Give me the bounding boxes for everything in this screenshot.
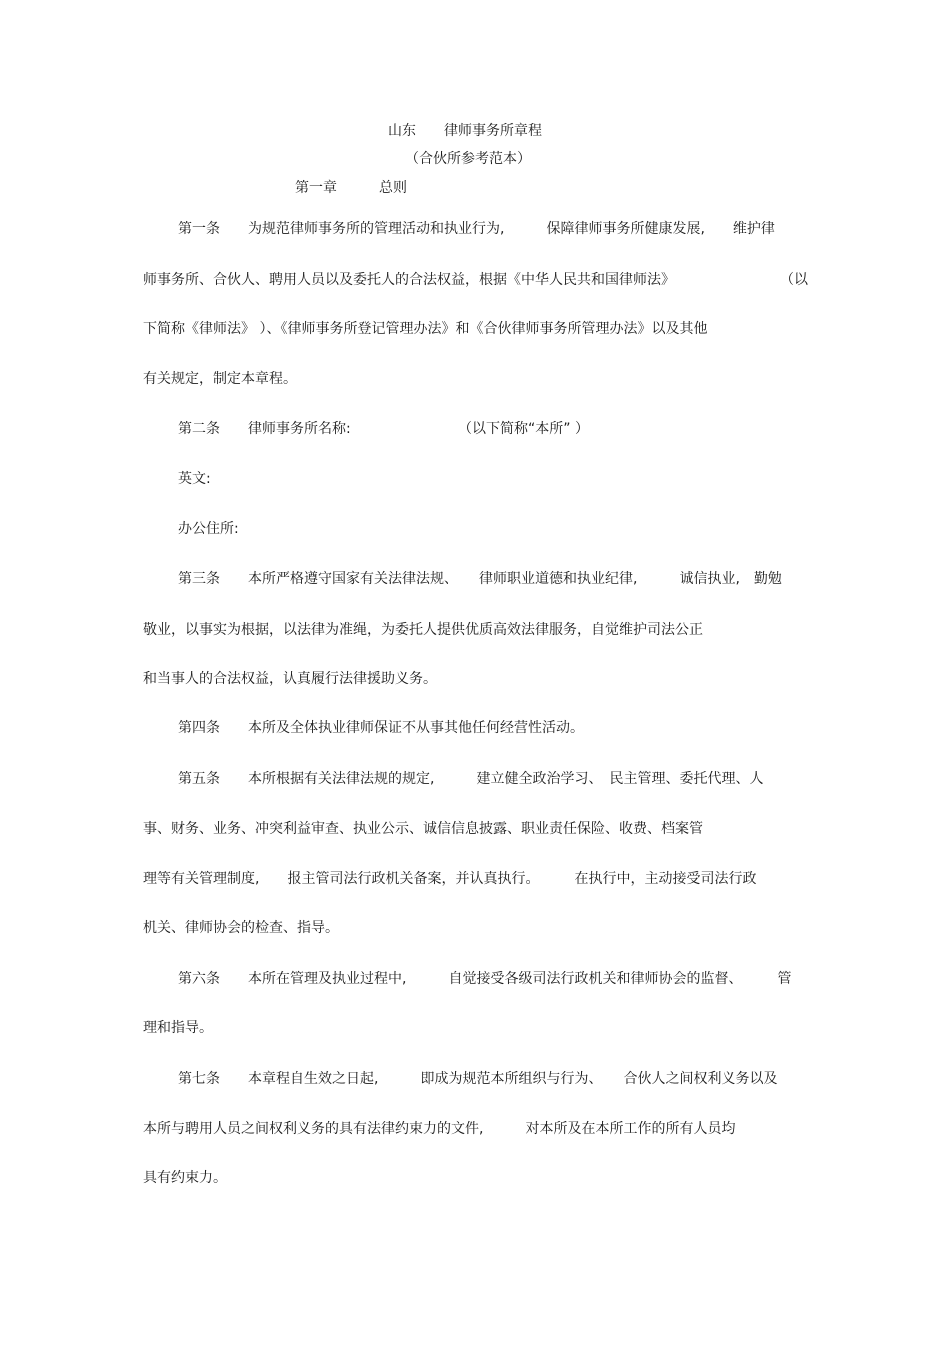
article-line: 第六条 本所在管理及执业过程中, 自觉接受各级司法行政机关和律师协会的监督、 管 [178,971,792,987]
article-line: （以下简称“本所” ） [458,421,589,437]
document-subtitle: （合伙所参考范本） [405,151,531,167]
article-line: 第一条 为规范律师事务所的管理活动和执业行为, 保障律师事务所健康发展, 维护律 [178,221,775,237]
article-line: （以 [780,272,808,288]
article-line: 有关规定，制定本章程。 [143,371,297,387]
article-line: 和当事人的合法权益，认真履行法律援助义务。 [143,671,437,687]
article-line: 第七条 本章程自生效之日起, 即成为规范本所组织与行为、 合伙人之间权利义务以及 [178,1071,778,1087]
article-line: 机关、律师协会的检查、指导。 [143,920,339,936]
article-line: 理和指导。 [143,1020,213,1036]
article-line: 理等有关管理制度, 报主管司法行政机关备案，并认真执行。 在执行中，主动接受司法行政 [143,871,757,887]
article-line: 下简称《律师法》 ）、《律师事务所登记管理办法》和《合伙律师事务所管理办法》以及其他 [143,321,708,337]
article-line: 英文: [178,471,211,487]
article-line: 第四条 本所及全体执业律师保证不从事其他任何经营性活动。 [178,720,584,736]
article-line: 第五条 本所根据有关法律法规的规定, 建立健全政治学习、 民主管理、委托代理、人 [178,771,764,787]
article-line: 师事务所、合伙人、聘用人员以及委托人的合法权益，根据《中华人民共和国律师法》 [143,272,675,288]
chapter-heading: 第一章 总则 [295,180,407,196]
article-line: 第三条 本所严格遵守国家有关法律法规、 律师职业道德和执业纪律, 诚信执业, 勤勉 [178,571,782,587]
article-line: 办公住所: [178,521,239,537]
article-line: 敬业，以事实为根据，以法律为准绳，为委托人提供优质高效法律服务，自觉维护司法公正 [143,622,703,638]
article-line: 本所与聘用人员之间权利义务的具有法律约束力的文件, 对本所及在本所工作的所有人员均 [143,1121,736,1137]
document-title: 山东 律师事务所章程 [388,123,542,139]
article-line: 第二条 律师事务所名称: [178,421,351,437]
article-line: 具有约束力。 [143,1170,227,1186]
article-line: 事、财务、业务、冲突利益审查、执业公示、诚信信息披露、职业责任保险、收费、档案管 [143,821,703,837]
